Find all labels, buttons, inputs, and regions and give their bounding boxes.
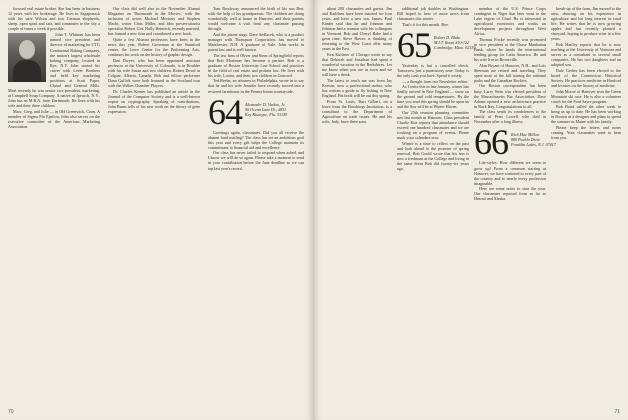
right-column-4	[551, 6, 621, 404]
class-secretary-address	[434, 30, 475, 50]
address-line: Cambridge, Mass. 02139	[434, 44, 476, 50]
paragraph: Continental Baking Company, the nation's largest wholesale baking company, located in Rye, N.Y. John started his career with Lever Brothers and held key marketing positions at Scott Paper, Clairol and General Mills. Most recently he was senior vice president, marketing, at Campbell Soup Company. A native of Ipswich, N.Y., John has an M.B.A. from Dartmouth. He lives with his wife and their three children.	[8, 47, 100, 109]
class-secretary-address	[245, 97, 287, 117]
class-heading-66	[474, 122, 556, 163]
paragraph: Thomas Fricke recently was promoted to vice president at the Chase Manhattan Bank, where he heads the international lending group for Latin America. He and his wife live in Bronxville.	[474, 36, 546, 63]
paragraph: Marc, Greg, and Julie — in Old Greenwich, Conn. A member of Sigma Phi Epsilon, John also serves on the executive committee of the American Marketing Association.	[8, 108, 100, 129]
paragraph: Our 25th reunion planning committee met last month in Hanover. Class president Charlie Kite reports that attendance should exceed one hundred classmates and we are working on a program of events. Please mark your calendars now.	[397, 109, 469, 141]
address-line: Key Biscayne, Fla. 33149	[245, 111, 288, 117]
paragraph: From St. Louis, Burt Gilbert, on a leave from the Brookings Institution, is a consultant to the Department of Agriculture on trade issues. He and his wife, Judy, have three sons.	[322, 98, 392, 124]
right-page	[314, 0, 628, 420]
right-column-3	[474, 6, 556, 404]
address-line: Alexander D. Varkas, Jr.	[245, 101, 286, 107]
paragraph: focused real estate broker. She has been in business 12 years with her brokerage. He lives in Sagaponack with his wife Wilson and two German shepherds, sheep, open spirit and cats, and commutes to the city a couple of times a week if possible.	[8, 6, 100, 32]
paragraph: John T. Whitmer has been named vice president and director of marketing for CTG	[50, 31, 100, 47]
classmate-portrait-photo	[8, 33, 46, 82]
paragraph: Rob Hartley reports that he is now teaching at the University of Vermont and serves as a consultant to several small companies. He has two daughters and an adopted son.	[551, 41, 621, 68]
paragraph: Dan Dwyer, who has been appointed assistant professor at the University of Colorado, is in Boulder with his wife Susan and two children. Robert Dowd in Colgate, Alberta, Canada. Bob and fellow performer Dana Gullick were both featured in the Scotland tour with the Wilkes Chamber Players.	[108, 57, 200, 88]
address-line: 90 Ocean Lane Dr., #811	[245, 106, 287, 112]
paragraph: Quite a few Alumni professors have been in the news this year. Robert Grossman at the Stamford center, the Lowe Center for the Performing Arts, continues his work on the history of graphic design.	[108, 36, 200, 58]
paragraph: Ted Beebe, an attorney in Philadelphia, wrote in to say that he and his wife Jennifer have recently moved into a restored farmhouse in the Pennsylvania countryside.	[208, 78, 304, 94]
paragraph: Life-styles: How different we seem to grow up! From a common starting at Hanover, we have scattered to every part of the country and to nearly every profession imaginable.	[474, 160, 546, 186]
paragraph: And the phone rings. Dave Sedlacek, who is a product manager with Thompson Corporation, has moved to Manchester, N.H. A graduate of Yale, John works in patent law and is well known.	[208, 31, 304, 52]
paragraph: Bob Baird called the other week to bring us up to date. He has been working in Boston as a designer and plans to spend the summer in Maine with his family.	[551, 104, 621, 125]
paragraph: The class sends its condolences to the family of Peter Lowell, who died in November after a long illness.	[474, 109, 546, 125]
paragraph: break-up of the farm, Jim moved to the area, drawing on his experience in agriculture and his long interest in rural life. He writes that he is now growing apples and has recently planted a vineyard, hoping to produce wine in a few years.	[551, 6, 621, 42]
paragraph: Our class has never failed to respond when asked, and I know we will do so again. Please take a moment to send in your contribution before the June deadline so we can top last year's record.	[208, 150, 304, 171]
left-column-3	[208, 6, 304, 404]
class-number: 64	[208, 91, 242, 132]
paragraph: additional job doubles in Washington. Bill hoped to hear of more news from classmates this winter.	[397, 6, 469, 22]
paragraph: about 200 classmates and guests. Jim and Kathleen have been married for four years, and have a new son, James. Paul Kinder said that he and Johnson and Johnson had a reunion with his colleagues in Vermont. Bob and Cheryl Rabe had a great time. Steve Hawes is thinking of returning to the West Coast after many years in the East.	[322, 6, 392, 52]
address-line: Franklin Lakes, N.J. 07417	[511, 142, 556, 148]
page-number: 70	[8, 409, 14, 415]
paragraph: Greetings again, classmates. Did you all receive the alumni fund mailing? The class has set an ambitious goal this year and every gift helps the College maintain its commitment to financial aid and excellence.	[208, 129, 304, 150]
paragraph: Please keep the letters and notes coming. Your classmates want to hear from you.	[551, 125, 621, 141]
paragraph: The latest to reach me was from Jay Kerwin, now a professional author, who has written a guide to fly fishing in New England. His book will be out this spring.	[322, 77, 392, 98]
class-heading-64	[208, 91, 304, 132]
class-secretary-address	[511, 127, 556, 147]
left-column-1	[8, 6, 100, 404]
paragraph: Our class did well also in the November Alumni Magazine on 'Dartmouth in the Movies,' with the inclusion of actors Michael Moriarty and Stephen Macht, writer Chris Miller, and film preservationist specialist Robert Gitt. Holly Heinrich, recently married, has formed a new firm and coauthored a new book.	[108, 6, 200, 37]
paragraph: Ken Kuchner of Chicago wrote to say that Deborah and Jonathan had spent a wonderful vacation in the Berkshires. Let me know when you are in town and we will have a drink.	[322, 52, 392, 78]
paragraph: Yesterday is but a cancelled check. Tomorrow just a promissory note. Today is the only cash you have. Spend it wisely.	[397, 62, 469, 78]
paragraph: John Moore of Hanover won the Green Mountain ski race. He is also a volunteer coach for the Ford Sayre program.	[551, 88, 621, 104]
paragraph: Here are some notes to start the year. Our classmates reported from as far as Hawaii and Alaska.	[474, 186, 546, 202]
paragraph: As I write this in late January, winter has finally arrived in New England — snow on the ground and cold temperatures. By the time you read this spring should be upon us and the Sox will be at Winter Haven.	[397, 84, 469, 110]
address-line: Robert D. Blake	[434, 34, 461, 40]
address-line: M.I.T. Room #10-122	[434, 39, 470, 45]
address-line: 880 Pueblo Drive	[511, 137, 541, 143]
paragraph: That's it for this month. Bye.	[402, 21, 450, 27]
right-column-1	[322, 6, 392, 404]
class-number: 66	[474, 122, 508, 163]
paragraph: The law firm of Oliver and Stern of Springfield reports that Bob Mortimer has become a partner. Bob is a graduate of Boston University Law School and practices in the field of real estate and probate law. He lives with his wife, Louise, and their two children in Concord.	[208, 52, 304, 78]
paragraph: Dale Gerber has been elected to the board of the Connecticut Historical Society. He practices medicine in Hartford and lectures on the history of medicine.	[551, 67, 621, 88]
paragraph: member of the U.S. Prince Corps contingent in Niger that later went to the Lake region of Chad. He is interested in agricultural economics and works on development projects throughout West Africa.	[474, 6, 546, 37]
paragraph: Tom Brockway announced the birth of his son Ben, with the help of his grandparents. The children are doing wonderfully well at home in Hanover, and their parents would welcome a visit from any classmate passing through.	[208, 6, 304, 32]
right-column-2	[397, 6, 476, 404]
paragraph: Winter is a time to reflect on the past and look ahead to the promise of spring renewal. Bob Gould wrote that his son is now a freshman at the College and living in the same dorm Bob did twenty-six years ago.	[397, 140, 469, 172]
left-column-2	[108, 6, 200, 404]
paragraph: Alan Bryant of Hanover, N.H., and Lois Sherman are retired and traveling. They spent most of the fall touring the national parks and the Canadian Rockies.	[474, 62, 546, 83]
class-number: 65	[397, 24, 431, 65]
paragraph: — a thought from our Newsletter editor.	[402, 78, 469, 84]
paragraph: Dr. Charles Kerner has published an article in the Journal of the Computer Society and is a well-known expert on cryptography. Speaking of contributions, John Burns tells of his new work on the theory of gene expression.	[108, 88, 200, 114]
paragraph: Our Boston correspondent has been busy. Larry Stein was elected president of the Massachusetts Bar Association. Dave Adams opened a new architecture practice in Back Bay. Congratulations to all.	[474, 83, 546, 109]
page-number: 71	[614, 409, 620, 415]
address-line: Rich Mac Millan	[511, 132, 539, 138]
